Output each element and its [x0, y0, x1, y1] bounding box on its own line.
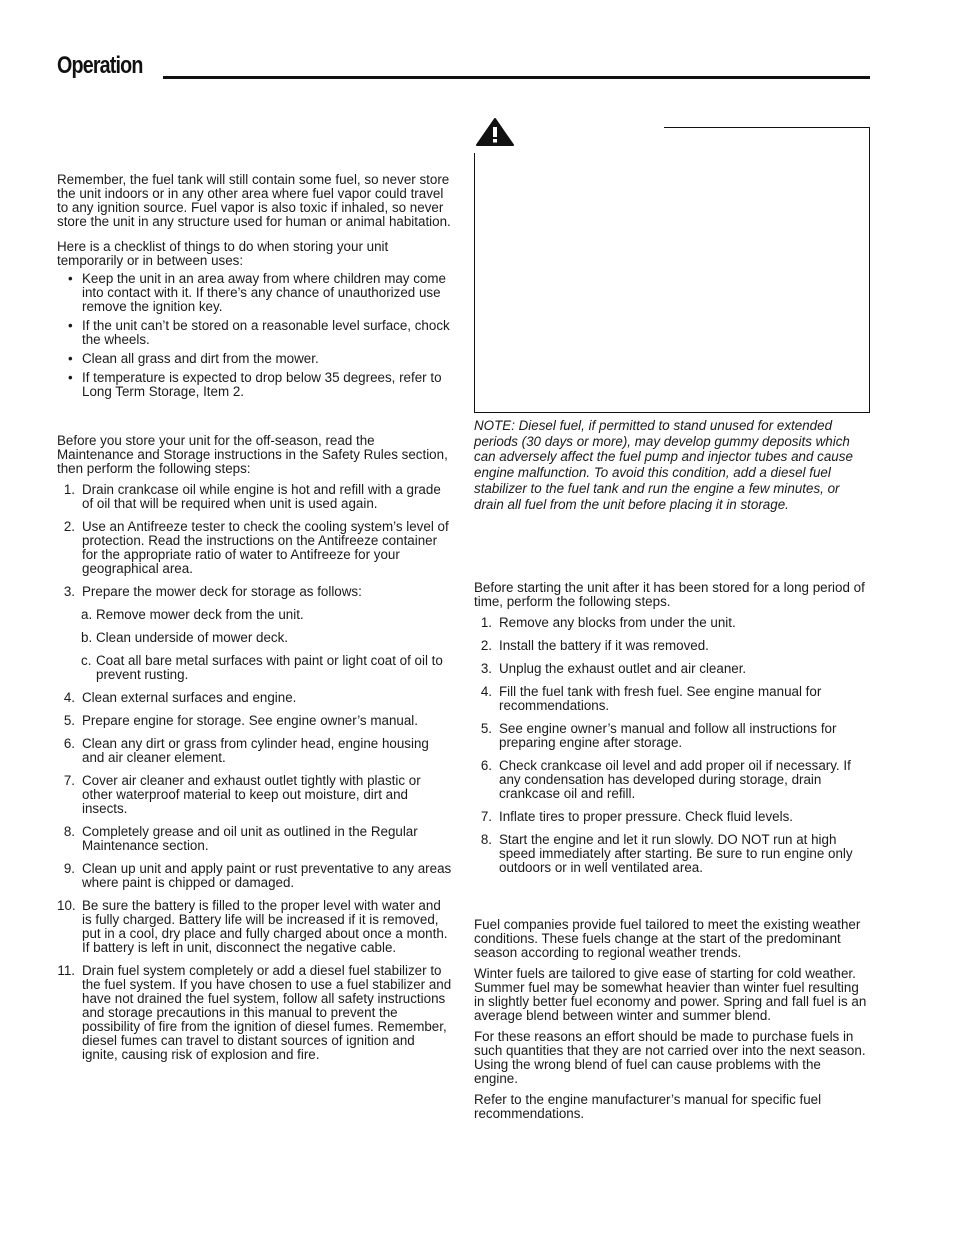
list-item — [474, 722, 868, 750]
list-item — [474, 833, 868, 875]
step-text: Fill the fuel tank with fresh fuel. See engine manual for recommendations. — [499, 684, 822, 714]
list-item — [474, 639, 868, 653]
list-item: • If temperature is expected to drop below 35 degrees, refer to Long Term Storage, Item 2. — [57, 371, 453, 399]
list-item — [57, 737, 453, 765]
list-item — [474, 810, 868, 824]
sub-step — [81, 654, 453, 682]
warning-box — [474, 127, 870, 413]
list-item: • Clean all grass and dirt from the mower. — [57, 352, 453, 366]
sub-step — [81, 631, 453, 645]
list-item — [474, 662, 868, 676]
step-number: 3. — [480, 661, 492, 677]
right-column — [474, 418, 868, 1132]
list-item — [474, 685, 868, 713]
fuel-paragraph: Fuel companies provide fuel tailored to meet the existing weather conditions. These fuels change at the start of the predominant season according to regional weather trends. — [474, 917, 861, 961]
step-text: Completely grease and oil unit as outlined in the Regular Maintenance section. — [82, 824, 418, 853]
step-number: 6. — [63, 736, 75, 751]
list-item: • Keep the unit in an area away from where children may come into contact with it. If there’s any chance of unauthorized use remove the ignition key. — [57, 272, 453, 314]
step-text: Prepare engine for storage. See engine owner’s manual. — [82, 713, 418, 728]
fuel-paragraph: Refer to the engine manufacturer’s manual for specific fuel recommendations. — [474, 1092, 822, 1122]
diesel-fuel-note: NOTE: Diesel fuel, if permitted to stand unused for extended periods (30 days or more), may develop gummy deposits which can adversely affect the fuel pump and injector tubes and cause engine malfunction. To avoid this condition, add a diesel fuel stabilizer to the fuel tank and run the engine a few minutes, or drain all fuel from the unit before placing it in storage. — [474, 418, 853, 512]
fuel-paragraph: For these reasons an effort should be made to purchase fuels in such quantities that they are not carried over into the next season. Using the wrong blend of fuel can cause problems with the engine. — [474, 1029, 866, 1087]
left-column — [57, 173, 453, 1071]
storage-checklist — [57, 272, 453, 399]
step-number: 3. — [63, 584, 75, 599]
removal-from-storage-intro: Before starting the unit after it has been stored for a long period of time, perform the following steps. — [474, 580, 865, 610]
list-item — [474, 759, 868, 801]
step-number: 2. — [63, 519, 75, 534]
list-item — [57, 862, 453, 890]
step-text: Install the battery if it was removed. — [499, 638, 709, 654]
list-item — [474, 616, 868, 630]
step-text: Start the engine and let it run slowly. DO NOT run at high speed immediately after starting. Be sure to run engine only outdoors or in well ventilated area. — [499, 832, 853, 876]
fuel-paragraph: Winter fuels are tailored to give ease of starting for cold weather. Summer fuel may be somewhat heavier than winter fuel resulting in slightly better fuel economy and power. Spring and fall fuel is an average blend between winter and summer blend. — [474, 966, 867, 1024]
step-text: See engine owner’s manual and follow all instructions for preparing engine after storage. — [499, 721, 837, 751]
step-text: Prepare the mower deck for storage as follows: — [82, 584, 362, 599]
step-text: Inflate tires to proper pressure. Check fluid levels. — [499, 809, 793, 825]
step-text: Clean external surfaces and engine. — [82, 690, 297, 705]
page-header — [57, 52, 870, 82]
long-term-storage-steps — [57, 483, 453, 1062]
list-item — [57, 899, 453, 955]
step-text: Clean any dirt or grass from cylinder head, engine housing and air cleaner element. — [82, 736, 429, 765]
warning-box-left-rule — [474, 153, 475, 412]
sub-step-text: Clean underside of mower deck. — [96, 630, 289, 645]
section-gap — [474, 884, 868, 918]
list-item — [57, 585, 453, 682]
sub-step — [81, 608, 453, 622]
step-number: 1. — [480, 615, 492, 631]
warning-triangle-icon — [474, 117, 516, 147]
step-number: 4. — [63, 690, 75, 705]
sub-step-letter: b. — [81, 630, 93, 645]
step-text: Remove any blocks from under the unit. — [499, 615, 736, 631]
section-gap — [57, 404, 453, 434]
page-title: Operation — [57, 52, 143, 79]
step-number: 9. — [63, 861, 75, 876]
sub-step-text: Remove mower deck from the unit. — [96, 607, 304, 622]
sub-step-list — [81, 608, 453, 682]
step-number: 11. — [57, 963, 75, 978]
step-text: Use an Antifreeze tester to check the cooling system’s level of protection. Read the instructions on the Antifreeze container for the appropriate ratio of water to Antifreeze for your geographical area. — [82, 519, 449, 576]
removal-from-storage-steps — [474, 616, 868, 875]
storage-intro-paragraph: Remember, the fuel tank will still contain some fuel, so never store the unit indoors or in any other area where fuel vapor could travel to any ignition source. Fuel vapor is also toxic if inhaled, so never store the unit in any structure used for human or animal habitation. — [57, 172, 451, 229]
list-item: • If the unit can’t be stored on a reasonable level surface, chock the wheels. — [57, 319, 453, 347]
list-item — [57, 964, 453, 1062]
warning-box-top-rule — [664, 127, 869, 128]
step-text: Unplug the exhaust outlet and air cleaner. — [499, 661, 747, 677]
step-number: 7. — [63, 773, 75, 788]
step-number: 6. — [480, 758, 492, 774]
step-number: 5. — [480, 721, 492, 737]
step-number: 8. — [63, 824, 75, 839]
sub-step-letter: a. — [81, 607, 93, 622]
list-item — [57, 774, 453, 816]
list-item — [57, 825, 453, 853]
section-gap — [474, 523, 868, 581]
step-number: 10. — [57, 898, 76, 913]
step-text: Drain fuel system completely or add a diesel fuel stabilizer to the fuel system. If you have chosen to use a fuel stabilizer and have not drained the fuel system, follow all safety instructions and storage precautions in this manual to prevent the possibility of fire from the ignition of diesel fumes. Remember, diesel fumes can travel to distant sources of ignition and ignite, causing risk of explosion and fire. — [82, 963, 452, 1062]
sub-step-text: Coat all bare metal surfaces with paint or light coat of oil to prevent rusting. — [96, 653, 443, 682]
list-item — [57, 714, 453, 728]
step-number: 4. — [480, 684, 492, 700]
list-item — [57, 691, 453, 705]
step-number: 7. — [480, 809, 492, 825]
step-text: Clean up unit and apply paint or rust preventative to any areas where paint is chipped or damaged. — [82, 861, 452, 890]
step-number: 2. — [480, 638, 492, 654]
step-text: Cover air cleaner and exhaust outlet tightly with plastic or other waterproof material to keep out moisture, dirt and insects. — [82, 773, 421, 816]
checklist-intro-paragraph: Here is a checklist of things to do when storing your unit temporarily or in between uses: — [57, 239, 389, 268]
step-text: Be sure the battery is filled to the proper level with water and is fully charged. Battery life will be increased if it is removed, put in a cool, dry place and fully charged about once a month. If battery is left in unit, disconnect the negative cable. — [82, 898, 448, 955]
step-text: Check crankcase oil level and add proper oil if necessary. If any condensation has developed during storage, drain crankcase oil and refill. — [499, 758, 851, 802]
sub-step-letter: c. — [81, 653, 92, 668]
header-rule — [163, 76, 870, 79]
step-number: 1. — [63, 482, 75, 497]
step-number: 8. — [480, 832, 492, 848]
step-number: 5. — [63, 713, 75, 728]
list-item — [57, 520, 453, 576]
step-text: Drain crankcase oil while engine is hot and refill with a grade of oil that will be required when unit is used again. — [82, 482, 441, 511]
list-item — [57, 483, 453, 511]
long-term-storage-intro: Before you store your unit for the off-season, read the Maintenance and Storage instructions in the Safety Rules section, then perform the following steps: — [57, 433, 448, 476]
